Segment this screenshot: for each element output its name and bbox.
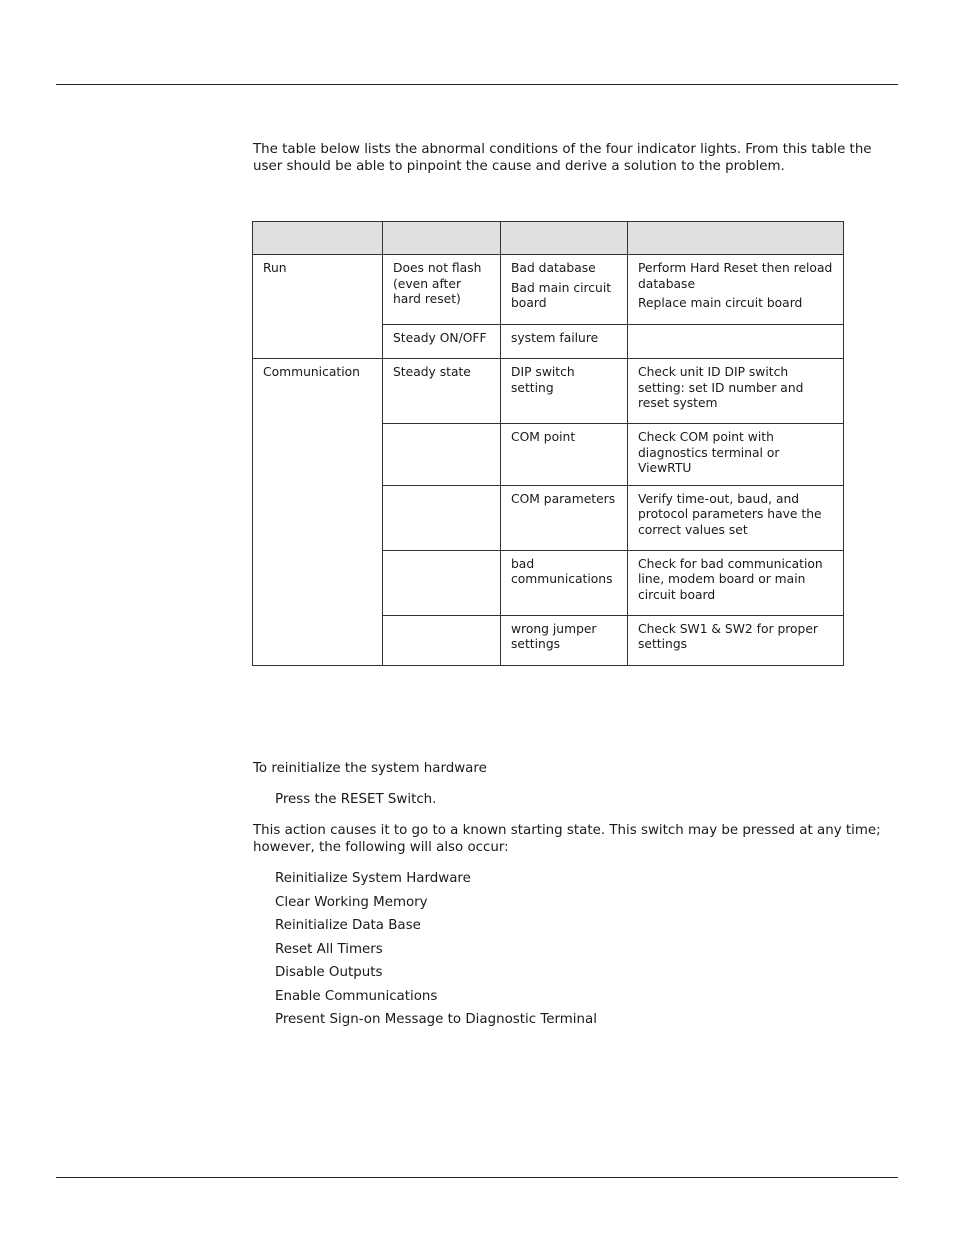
reset-step: Press the RESET Switch. xyxy=(275,792,437,807)
condition-cell: Does not flash (even after hard reset) xyxy=(383,255,501,325)
header-cell-solution xyxy=(628,222,844,255)
light-cell: Run xyxy=(253,255,383,359)
cause-cell: system failure xyxy=(501,325,628,359)
reset-effects-list xyxy=(275,870,597,1035)
header-cell-condition xyxy=(383,222,501,255)
list-item: Reinitialize Data Base xyxy=(275,918,421,933)
solution-text: Replace main circuit board xyxy=(638,296,803,311)
cause-cell: DIP switch setting xyxy=(501,359,628,424)
condition-cell xyxy=(383,485,501,550)
solution-cell: Check COM point with diagnostics terminal or ViewRTU xyxy=(628,424,844,486)
condition-cell: Steady state xyxy=(383,359,501,424)
list-item: Enable Communications xyxy=(275,988,438,1004)
reset-procedure-lead: To reinitialize the system hardware xyxy=(253,761,487,776)
footer-rule xyxy=(56,1177,898,1178)
condition-cell: Steady ON/OFF xyxy=(383,325,501,359)
header-cell-cause xyxy=(501,222,628,255)
condition-cell xyxy=(383,550,501,615)
solution-cell: Check unit ID DIP switch setting: set ID number and reset system xyxy=(628,359,844,424)
table-row xyxy=(253,255,844,325)
cause-cell: bad communications xyxy=(501,550,628,615)
cause-cell: wrong jumper settings xyxy=(501,615,628,665)
cause-cell: COM parameters xyxy=(501,485,628,550)
cause-cell: COM point xyxy=(501,424,628,486)
reset-description: This action causes it to go to a known starting state. This switch may be pressed at any time; however, the following will also occur: xyxy=(253,823,881,855)
condition-cell xyxy=(383,615,501,665)
cause-text: Bad database xyxy=(511,261,596,275)
condition-cell xyxy=(383,424,501,486)
solution-cell: Check SW1 & SW2 for proper settings xyxy=(628,615,844,665)
table-row xyxy=(253,359,844,424)
intro-paragraph: The table below lists the abnormal conditions of the four indicator lights. From this table the user should be able to pinpoint the cause and derive a solution to the problem. xyxy=(253,142,872,174)
list-item: Disable Outputs xyxy=(275,965,383,980)
solution-text: Perform Hard Reset then reload database xyxy=(638,261,833,291)
list-item: Reinitialize System Hardware xyxy=(275,871,471,886)
list-item: Clear Working Memory xyxy=(275,894,428,910)
indicator-troubleshooting-table xyxy=(252,221,844,666)
solution-cell xyxy=(628,255,844,325)
cause-cell xyxy=(501,255,628,325)
solution-cell: Verify time-out, baud, and protocol parameters have the correct values set xyxy=(628,485,844,550)
table-header-row xyxy=(253,222,844,255)
list-item: Reset All Timers xyxy=(275,941,383,957)
cause-text: Bad main circuit board xyxy=(511,280,612,311)
solution-cell: Check for bad communication line, modem board or main circuit board xyxy=(628,550,844,615)
header-rule xyxy=(56,84,898,85)
solution-cell xyxy=(628,325,844,359)
list-item: Present Sign-on Message to Diagnostic Terminal xyxy=(275,1012,597,1027)
light-cell: Communication xyxy=(253,359,383,666)
header-cell-light xyxy=(253,222,383,255)
